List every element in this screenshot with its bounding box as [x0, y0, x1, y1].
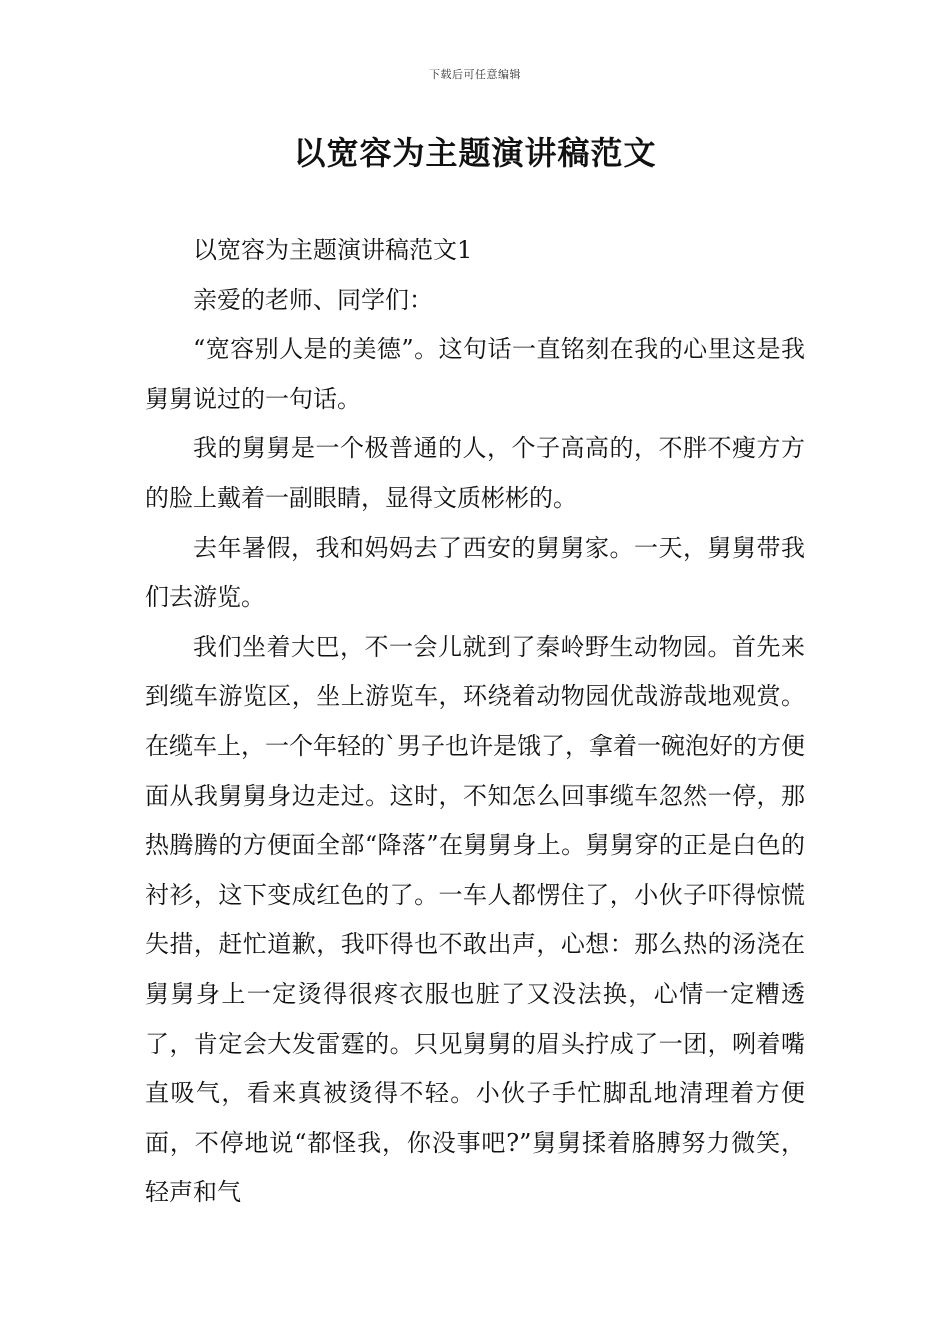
document-body [145, 226, 805, 1218]
paragraph-greeting: 亲爱的老师、同学们： [193, 285, 433, 314]
document-title: 以宽容为主题演讲稿范文 [293, 134, 657, 172]
paragraph: 去年暑假，我和妈妈去了西安的舅舅家。一天，舅舅带我们去游览。 [145, 533, 805, 612]
paragraph: “宽容别人是的美德”。这句话一直铭刻在我的心里这是我舅舅说过的一句话。 [145, 335, 805, 413]
paragraph: 我的舅舅是一个极普通的人，个子高高的，不胖不瘦方方的脸上戴着一副眼睛，显得文质彬彬的。 [145, 434, 805, 512]
header-note: 下载后可任意编辑 [429, 68, 521, 81]
paragraph: 我们坐着大巴，不一会儿就到了秦岭野生动物园。首先来到缆车游览区，坐上游览车，环绕着动物园优哉游哉地观赏。在缆车上，一个年轻的`男子也许是饿了，拿着一碗泡好的方便面从我舅舅身边走过。这时，不知怎么回事缆车忽然一停，那热腾腾的方便面全部“降落”在舅舅身上。舅舅穿的正是白色的衬衫，这下变成红色的了。一车人都愣住了，小伙子吓得惊慌失措，赶忙道歉，我吓得也不敢出声，心想：那么热的汤浇在舅舅身上一定烫得很疼衣服也脏了又没法换，心情一定糟透了，肯定会大发雷霆的。只见舅舅的眉头拧成了一团，咧着嘴直吸气，看来真被烫得不轻。小伙子手忙脚乱地清理着方便面，不停地说“都怪我，你没事吧?”舅舅揉着胳膊努力微笑，轻声和气 [145, 632, 805, 1207]
paragraph-subtitle: 以宽容为主题演讲稿范文1 [193, 236, 473, 264]
